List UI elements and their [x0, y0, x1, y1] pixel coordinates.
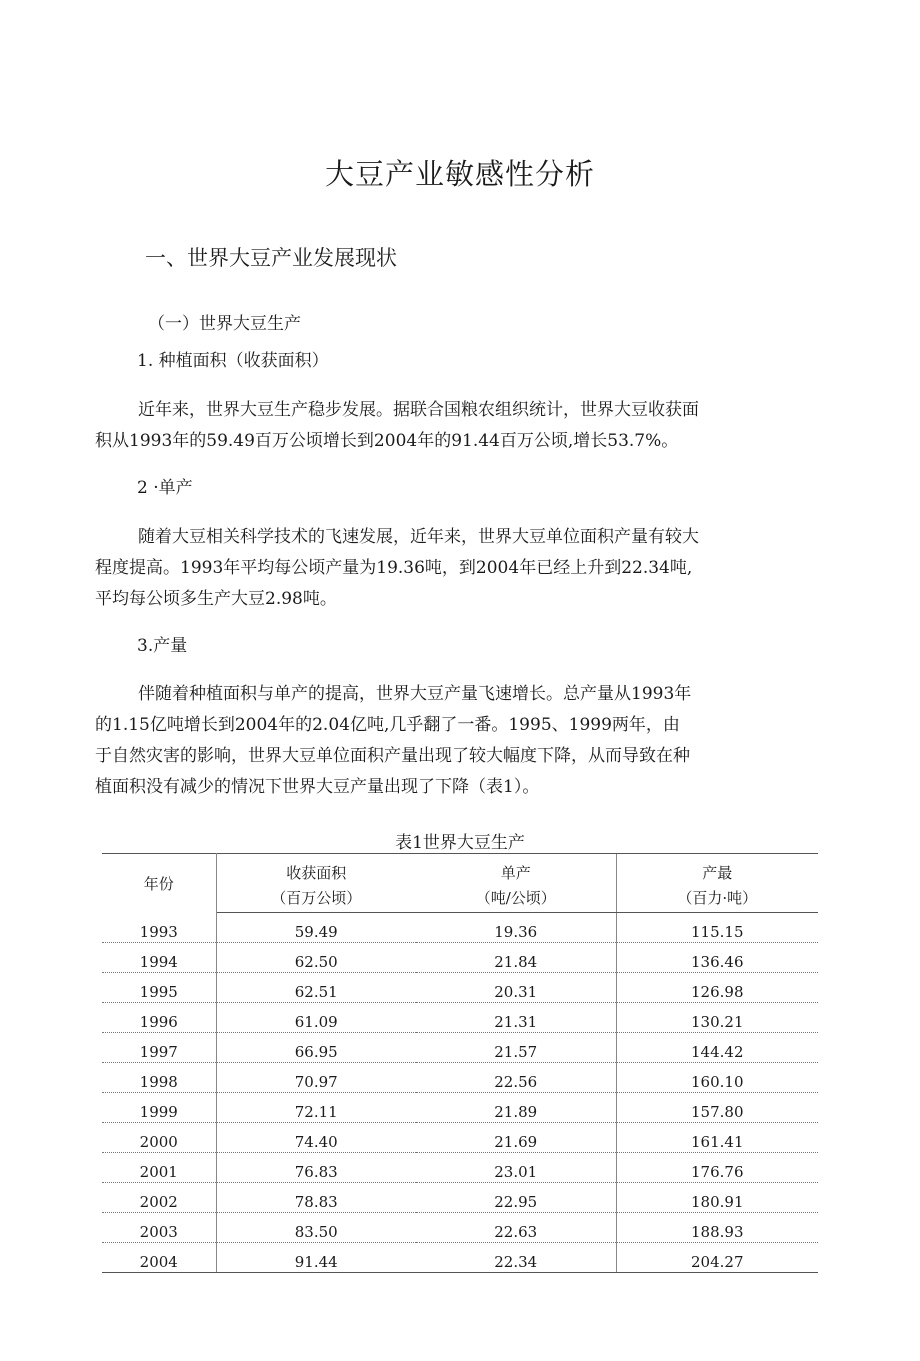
cell-yield: 21.57	[416, 1033, 616, 1063]
cell-yield: 22.95	[416, 1183, 616, 1213]
paragraph-yield	[95, 522, 699, 615]
cell-area: 76.83	[216, 1153, 416, 1183]
cell-area: 70.97	[216, 1063, 416, 1093]
cell-year: 2000	[102, 1123, 216, 1153]
cell-area: 59.49	[216, 913, 416, 943]
paragraph-line: 植面积没有减少的情况下世界大豆产量出现了下降（表1）。	[95, 777, 540, 797]
table-row	[102, 1063, 818, 1093]
cell-area: 74.40	[216, 1123, 416, 1153]
item-heading-yield: 2 ·单产	[137, 478, 193, 498]
cell-output: 130.21	[616, 1003, 818, 1033]
table-row	[102, 1183, 818, 1213]
cell-year: 2002	[102, 1183, 216, 1213]
cell-year: 1999	[102, 1093, 216, 1123]
cell-output: 136.46	[616, 943, 818, 973]
header-yield-label: 单产	[500, 864, 531, 882]
cell-yield: 22.34	[416, 1243, 616, 1273]
cell-year: 2003	[102, 1213, 216, 1243]
paragraph-line: 近年来，世界大豆生产稳步发展。据联合国粮农组织统计，世界大豆收获面	[138, 400, 699, 420]
cell-area: 61.09	[216, 1003, 416, 1033]
cell-year: 2004	[102, 1243, 216, 1273]
cell-output: 180.91	[616, 1183, 818, 1213]
cell-year: 1993	[102, 913, 216, 943]
header-area	[216, 854, 416, 884]
header-output-label: 产最	[702, 864, 733, 882]
cell-yield: 22.63	[416, 1213, 616, 1243]
cell-yield: 21.31	[416, 1003, 616, 1033]
header-area-unit-label: （百万公顷）	[271, 889, 362, 907]
cell-output: 157.80	[616, 1093, 818, 1123]
cell-yield: 23.01	[416, 1153, 616, 1183]
paragraph-line: 程度提高。1993年平均每公顷产量为19.36吨，到2004年已经上升到22.34吨,	[95, 558, 693, 578]
header-yield-unit	[416, 883, 616, 913]
cell-output: 160.10	[616, 1063, 818, 1093]
cell-year: 1997	[102, 1033, 216, 1063]
table-row	[102, 1243, 818, 1273]
section-heading-1: 一、世界大豆产业发展现状	[145, 246, 397, 270]
paragraph-line: 平均每公顷多生产大豆2.98吨。	[95, 589, 337, 609]
cell-output: 204.27	[616, 1243, 818, 1273]
item-heading-area: 1. 种植面积（收获面积）	[137, 351, 329, 371]
table-row	[102, 1033, 818, 1063]
table-row	[102, 1153, 818, 1183]
item-heading-output: 3.产量	[137, 636, 188, 656]
cell-output: 115.15	[616, 913, 818, 943]
cell-year: 1994	[102, 943, 216, 973]
table-row	[102, 1123, 818, 1153]
cell-yield: 21.69	[416, 1123, 616, 1153]
cell-area: 83.50	[216, 1213, 416, 1243]
header-output-unit-label: （百力·吨）	[677, 889, 758, 907]
header-yield-unit-label: （吨/公顷）	[475, 889, 556, 907]
cell-output: 161.41	[616, 1123, 818, 1153]
cell-output: 176.76	[616, 1153, 818, 1183]
table-row	[102, 913, 818, 943]
cell-area: 62.51	[216, 973, 416, 1003]
cell-output: 144.42	[616, 1033, 818, 1063]
cell-year: 1996	[102, 1003, 216, 1033]
table-caption: 表1世界大豆生产	[395, 833, 525, 853]
paragraph-output	[95, 679, 691, 803]
cell-yield: 19.36	[416, 913, 616, 943]
cell-output: 126.98	[616, 973, 818, 1003]
cell-area: 72.11	[216, 1093, 416, 1123]
table-row	[102, 1213, 818, 1243]
cell-yield: 22.56	[416, 1063, 616, 1093]
header-area-unit	[216, 883, 416, 913]
paragraph-line: 于自然灾害的影响，世界大豆单位面积产量出现了较大幅度下降，从而导致在种	[95, 746, 690, 766]
cell-yield: 20.31	[416, 973, 616, 1003]
header-yield	[416, 854, 616, 884]
header-area-label: 收获面积	[286, 864, 347, 882]
paragraph-line: 伴随着种植面积与单产的提高，世界大豆产量飞速增长。总产量从1993年	[138, 684, 692, 704]
header-year: 年份	[102, 854, 216, 913]
document-title: 大豆产业敏感性分析	[324, 157, 595, 191]
paragraph-line: 的1.15亿吨增长到2004年的2.04亿吨,几乎翻了一番。1995、1999两年，由	[95, 715, 680, 735]
cell-area: 66.95	[216, 1033, 416, 1063]
table-row	[102, 1093, 818, 1123]
subsection-heading: （一）世界大豆生产	[148, 314, 301, 334]
cell-yield: 21.84	[416, 943, 616, 973]
cell-area: 91.44	[216, 1243, 416, 1273]
cell-area: 62.50	[216, 943, 416, 973]
cell-year: 1998	[102, 1063, 216, 1093]
cell-yield: 21.89	[416, 1093, 616, 1123]
paragraph-area	[95, 395, 699, 457]
paragraph-line: 积从1993年的59.49百万公顷增长到2004年的91.44百万公顷,增长53.7%。	[95, 431, 679, 451]
soybean-production-table	[102, 853, 818, 1273]
paragraph-line: 随着大豆相关科学技术的飞速发展，近年来，世界大豆单位面积产量有较大	[138, 527, 699, 547]
cell-year: 2001	[102, 1153, 216, 1183]
cell-output: 188.93	[616, 1213, 818, 1243]
cell-area: 78.83	[216, 1183, 416, 1213]
cell-year: 1995	[102, 973, 216, 1003]
header-output-unit	[616, 883, 818, 913]
table-row	[102, 943, 818, 973]
header-output	[616, 854, 818, 884]
table-row	[102, 973, 818, 1003]
table-row	[102, 1003, 818, 1033]
